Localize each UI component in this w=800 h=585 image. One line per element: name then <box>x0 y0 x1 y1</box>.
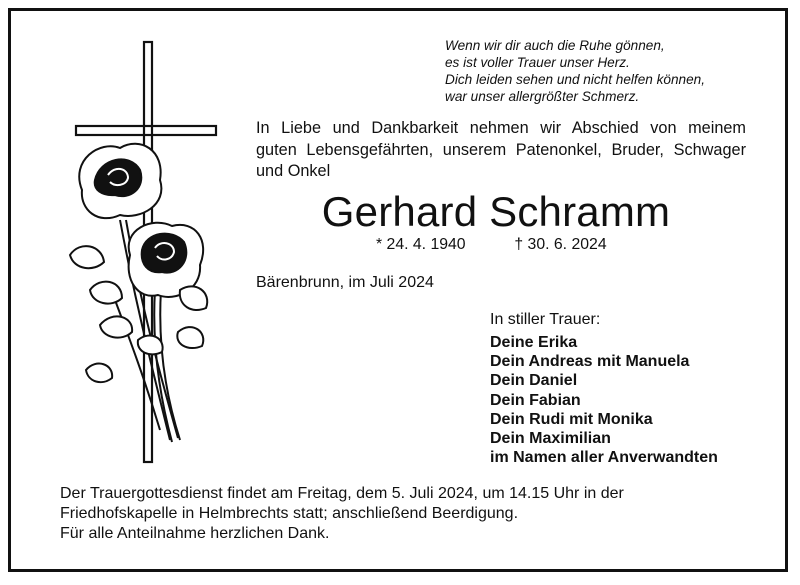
mourners-heading: In stiller Trauer: <box>490 311 601 328</box>
mourner-name: Dein Rudi mit Monika <box>490 410 653 428</box>
thanks-note: Für alle Anteilnahme herzlichen Dank. <box>60 525 330 542</box>
death-date: † 30. 6. 2024 <box>514 236 607 253</box>
mourner-name: Dein Maximilian <box>490 430 611 448</box>
service-line: Der Trauergottesdienst findet am Freitag, dem 5. Juli 2024, um 14.15 Uhr in der <box>60 485 624 502</box>
memorial-poem <box>445 37 775 105</box>
farewell-line: und Onkel <box>256 162 331 180</box>
mourners-list <box>490 333 718 467</box>
cross-with-roses-illustration <box>60 40 230 470</box>
poem-line: es ist voller Trauer unser Herz. <box>445 55 630 70</box>
upper-rose-icon <box>79 144 161 218</box>
life-dates <box>376 236 607 254</box>
mourner-name: Deine Erika <box>490 334 578 351</box>
service-line: Friedhofskapelle in Helmbrechts statt; anschließend Beerdigung. <box>60 505 519 522</box>
farewell-text <box>256 118 746 183</box>
birth-date: * 24. 4. 1940 <box>376 236 466 253</box>
place-and-date: Bärenbrunn, im Juli 2024 <box>256 274 434 291</box>
funeral-service-notice <box>60 484 624 524</box>
poem-line: war unser allergrößter Schmerz. <box>445 89 640 104</box>
farewell-line: guten Lebensgefährten, unserem Patenonkel, Bruder, Schwager <box>256 140 746 159</box>
poem-line: Wenn wir dir auch die Ruhe gönnen, <box>445 38 665 53</box>
mourner-name: Dein Andreas mit Manuela <box>490 353 690 371</box>
farewell-line: In Liebe und Dankbarkeit nehmen wir Abschied von meinem <box>256 119 746 137</box>
mourner-name: Dein Daniel <box>490 372 578 390</box>
mourner-name: Dein Fabian <box>490 391 581 409</box>
poem-line: Dich leiden sehen und nicht helfen können, <box>445 72 705 87</box>
mourner-name: im Namen aller Anverwandten <box>490 449 718 467</box>
deceased-name: Gerhard Schramm <box>321 188 671 235</box>
